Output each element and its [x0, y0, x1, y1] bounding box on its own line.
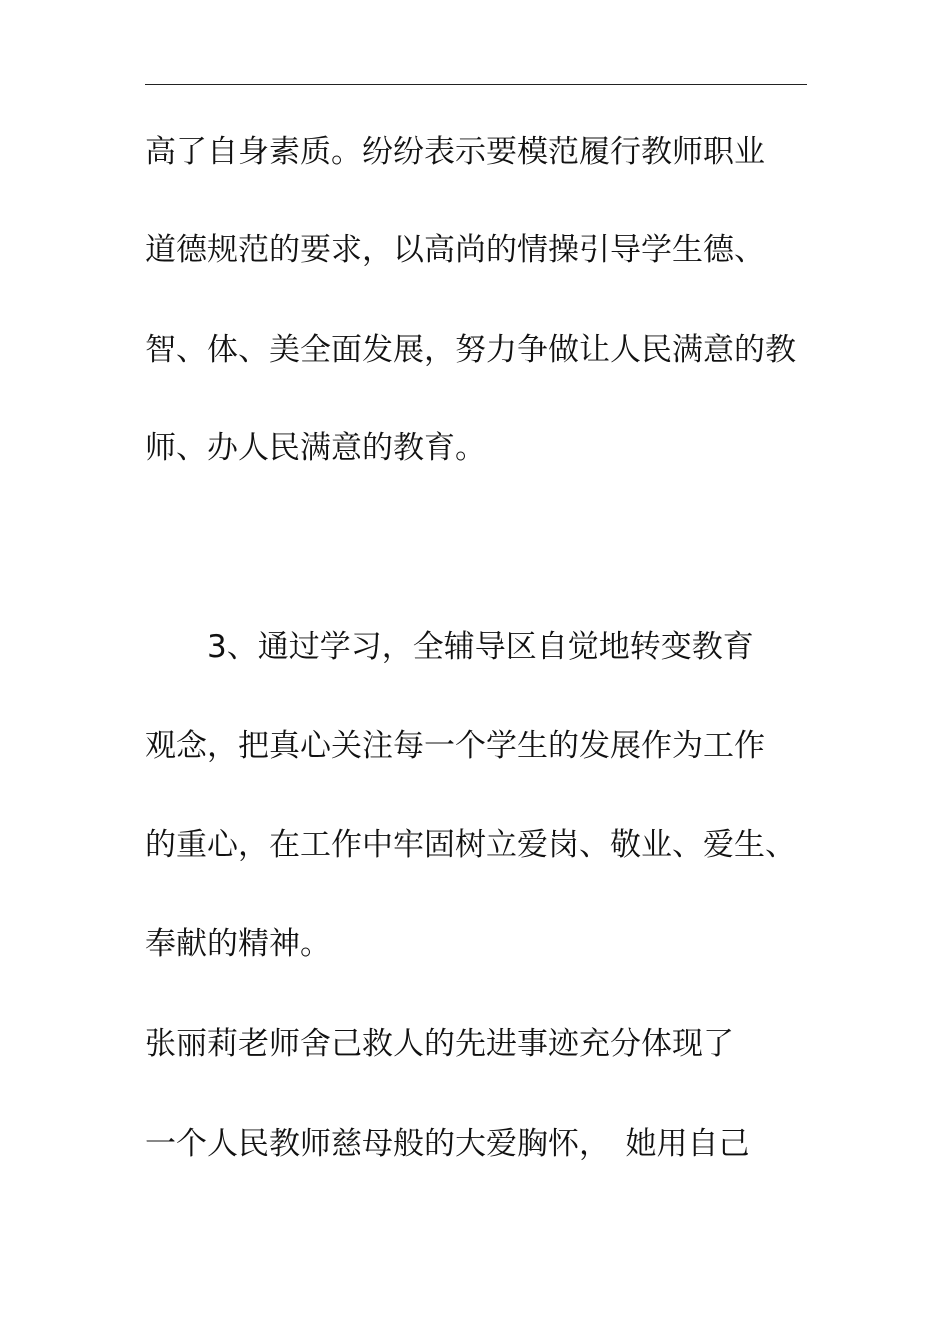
text-line: 奉献的精神。: [145, 926, 331, 962]
header-rule: [145, 84, 807, 85]
text-line: 的重心，在工作中牢固树立爱岗、敬业、爱生、: [145, 827, 796, 863]
text-line: 高了自身素质。纷纷表示要模范履行教师职业: [145, 134, 765, 170]
text-line: 3、通过学习，全辅导区自觉地转变教育: [145, 629, 754, 665]
text-line: 张丽莉老师舍己救人的先进事迹充分体现了: [145, 1026, 734, 1062]
text-line: 师、办人民满意的教育。: [145, 430, 486, 466]
text-line: 观念，把真心关注每一个学生的发展作为工作: [145, 728, 765, 764]
text-line: 智、体、美全面发展，努力争做让人民满意的教: [145, 332, 796, 368]
text-line: 道德规范的要求，以高尚的情操引导学生德、: [145, 232, 765, 268]
text-line: 一个人民教师慈母般的大爱胸怀， 她用自己: [145, 1126, 750, 1162]
